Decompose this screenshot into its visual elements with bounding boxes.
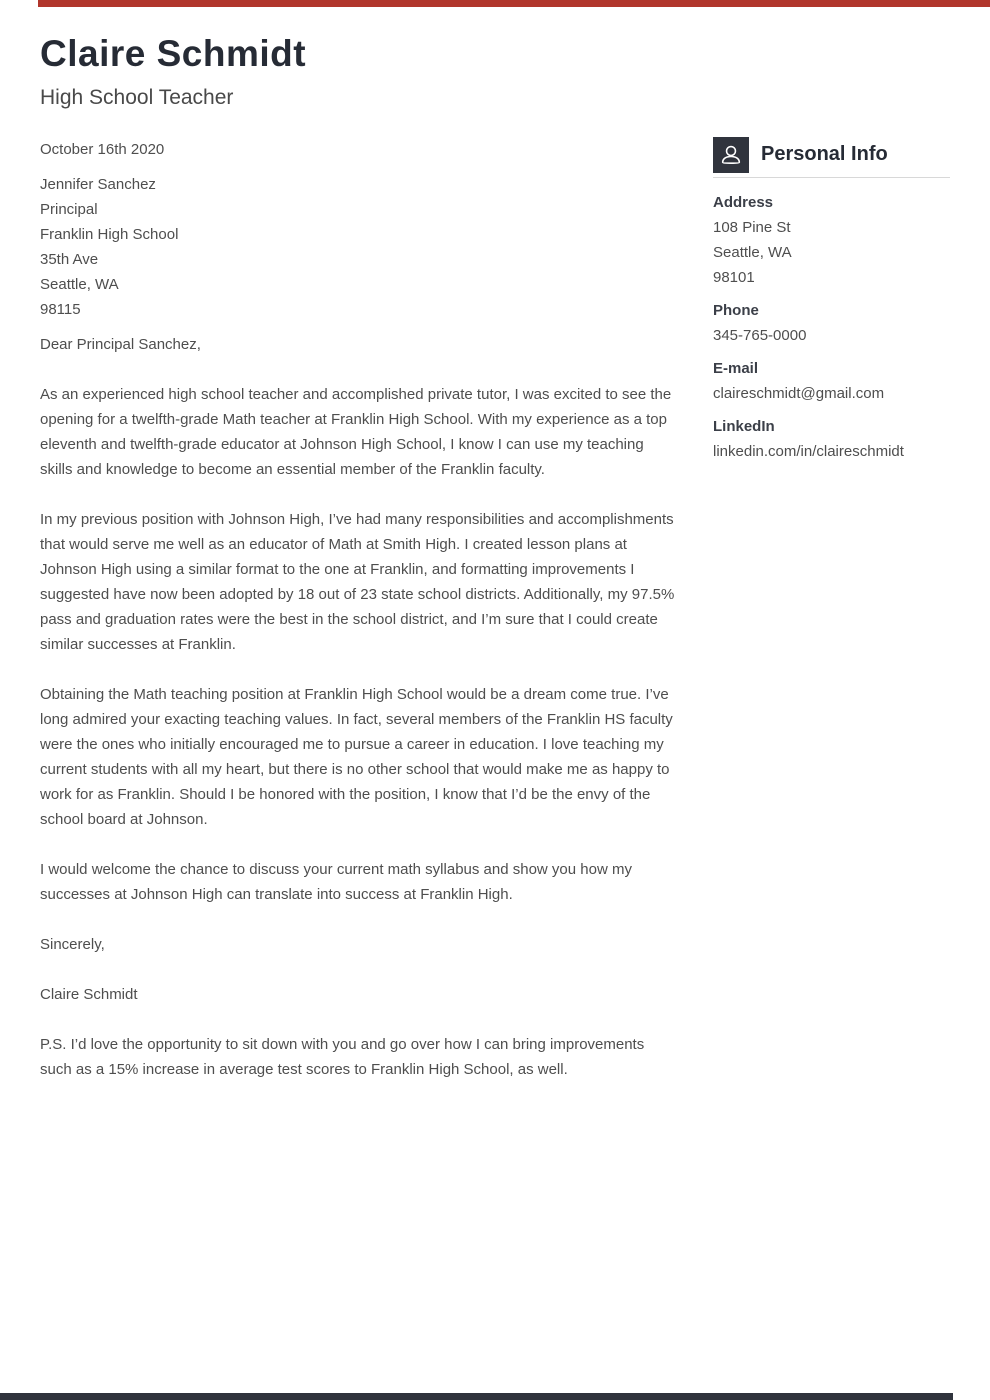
personal-info-title: Personal Info (761, 143, 888, 166)
email-label: E-mail (713, 359, 759, 377)
recipient-block (40, 172, 676, 322)
address-line: Seattle, WA (713, 243, 792, 261)
recipient-name: Jennifer Sanchez (40, 175, 156, 193)
postscript: P.S. I’d love the opportunity to sit down with you and go over how I can bring improvements such as a 15% increase in average test scores to Franklin High School, as well. (40, 1035, 645, 1078)
candidate-name: Claire Schmidt (40, 33, 307, 74)
paragraph-4: I would welcome the chance to discuss your current math syllabus and show you how my successes at Johnson High can translate into success at Franklin High. (40, 860, 632, 903)
letter-date: October 16th 2020 (40, 140, 165, 158)
paragraph-1: As an experienced high school teacher and accomplished private tutor, I was excited to see the opening for a twelfth-grade Math teacher at Franklin High School. With my experience as a top eleventh and twelfth-grade educator at Johnson High School, I know I can use my teaching skills and knowledge to become an essential member of the Franklin faculty. (40, 385, 672, 478)
phone-label: Phone (713, 301, 759, 319)
letter-columns (40, 137, 950, 1107)
closing: Sincerely, (40, 935, 105, 953)
email-section (713, 356, 950, 406)
phone-section (713, 298, 950, 348)
personal-info-sidebar (713, 137, 950, 1107)
letter-body (40, 137, 676, 1107)
paragraph-3: Obtaining the Math teaching position at Franklin High School would be a dream come true. I’ve long admired your exacting teaching values. In fact, several members of the Franklin HS faculty were the ones who initially encouraged me to pursue a career in education. I love teaching my current students with all my heart, but there is no other school that would make me as happy to work for as Franklin. Should I be honored with the position, I know that I’d be the envy of the school board at Johnson. (40, 685, 673, 828)
personal-info-header (713, 137, 950, 178)
salutation: Dear Principal Sanchez, (40, 335, 201, 353)
bottom-accent-bar (0, 1393, 953, 1400)
person-icon (713, 137, 749, 173)
linkedin-value: linkedin.com/in/claireschmidt (713, 442, 904, 460)
candidate-job-title: High School Teacher (40, 85, 234, 109)
address-section (713, 190, 950, 290)
phone-value: 345-765-0000 (713, 326, 807, 344)
recipient-street: 35th Ave (40, 250, 99, 268)
address-line: 108 Pine St (713, 218, 791, 236)
email-value: claireschmidt@gmail.com (713, 384, 885, 402)
linkedin-section (713, 414, 950, 464)
recipient-city: Seattle, WA (40, 275, 119, 293)
address-line: 98101 (713, 268, 755, 286)
recipient-organization: Franklin High School (40, 225, 179, 243)
paragraph-2: In my previous position with Johnson High, I’ve had many responsibilities and accomplishments that would serve me well as an educator of Math at Smith High. I created lesson plans at Johnson High using a similar format to the one at Franklin, and formatting improvements I suggested have now been adopted by 18 out of 23 state school districts. Additionally, my 97.5% pass and graduation rates were the best in the school district, and I’m sure that I could create similar successes at Franklin. (40, 510, 675, 653)
top-accent-bar (38, 0, 990, 7)
recipient-zip: 98115 (40, 300, 81, 318)
signature: Claire Schmidt (40, 985, 138, 1003)
letter-header (40, 33, 950, 110)
address-label: Address (713, 193, 774, 211)
personal-info-body (713, 190, 950, 464)
recipient-role: Principal (40, 200, 98, 218)
linkedin-label: LinkedIn (713, 417, 775, 435)
